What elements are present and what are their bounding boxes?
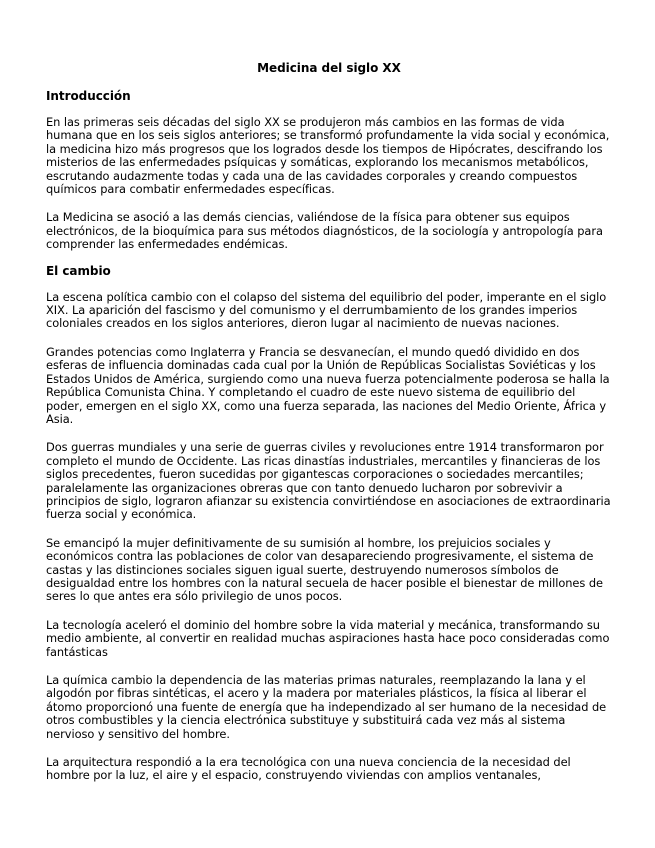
- paragraph: La tecnología aceleró el dominio del hombre sobre la vida material y mecánica, transformando su medio ambiente, al convertir en realidad muchas aspiraciones hasta hace poco consideradas como fantásticas: [46, 617, 610, 659]
- paragraph: Grandes potencias como Inglaterra y Francia se desvanecían, el mundo quedó dividido en dos esferas de influencia dominadas cada cual por la Unión de Repúblicas Socialistas Soviéticas y los Estados Unidos de América, surgiendo como una nueva fuerza potencialmente poderosa se halla la República Comunista China. Y completando el cuadro de este nuevo sistema de equilibrio del poder, emergen en el siglo XX, como una fuerza separada, las naciones del Medio Oriente, África y Asia.: [46, 344, 610, 426]
- section-heading-introduccion: Introducción: [46, 89, 131, 103]
- paragraph: La Medicina se asoció a las demás ciencias, valiéndose de la física para obtener sus equipos electrónicos, de la bioquímica para sus métodos diagnósticos, de la sociología y antropología para comprender las enfermedades endémicas.: [46, 210, 603, 252]
- paragraph: La química cambio la dependencia de las materias primas naturales, reemplazando la lana y el algodón por fibras sintéticas, el acero y la madera por materiales plásticos, la física al liberar el átomo proporcionó una fuente de energía que ha independizado al ser humano de la necesidad de otros combustibles y la ciencia electrónica substituye y substituirá cada vez más al sistema nervioso y sensitivo del hombre.: [46, 673, 607, 741]
- paragraph: Dos guerras mundiales y una serie de guerras civiles y revoluciones entre 1914 transformaron por completo el mundo de Occidente. Las ricas dinastías industriales, mercantiles y financieras de los siglos precedentes, fueron sucedidas por gigantescas corporaciones o sociedades mercantiles; paralelamente las organizaciones obreras que con tanto denuedo lucharon por sobrevivir a principios de siglo, lograron afianzar su existencia convirtiéndose en asociaciones de extraordinaria fuerza social y económica.: [46, 440, 611, 522]
- document-page: [46, 58, 612, 798]
- section-heading-el-cambio: El cambio: [46, 263, 111, 278]
- document-title: Medicina del siglo XX: [257, 61, 401, 75]
- paragraph: La arquitectura respondió a la era tecnológica con una nueva conciencia de la necesidad del hombre por la luz, el aire y el espacio, construyendo viviendas con amplios ventanales,: [46, 755, 571, 783]
- paragraph: En las primeras seis décadas del siglo XX se produjeron más cambios en las formas de vida humana que en los seis siglos anteriores; se transformó profundamente la vida social y económica, la medicina hizo más progresos que los logrados desde los tiempos de Hipócrates, descifrando los misterios de las enfermedades psíquicas y somáticas, explorando los mecanismos metabólicos, escrutando audazmente todas y cada una de las cavidades corporales y creando compuestos químicos para combatir enfermedades específicas.: [46, 115, 610, 197]
- paragraph: La escena política cambio con el colapso del sistema del equilibrio del poder, imperante en el siglo XIX. La aparición del fascismo y del comunismo y el derrumbamiento de los grandes imperios coloniales creados en los siglos anteriores, dieron lugar al nacimiento de nuevas naciones.: [46, 289, 607, 331]
- paragraph: Se emancipó la mujer definitivamente de su sumisión al hombre, los prejuicios sociales y económicos contra las poblaciones de color van desapareciendo progresivamente, el sistema de castas y las distinciones sociales siguen igual suerte, destruyendo numerosos símbolos de desigualdad entre los hombres con la natural secuela de hacer posible el bienestar de millones de seres lo que antes era sólo privilegio de unos pocos.: [46, 535, 603, 604]
